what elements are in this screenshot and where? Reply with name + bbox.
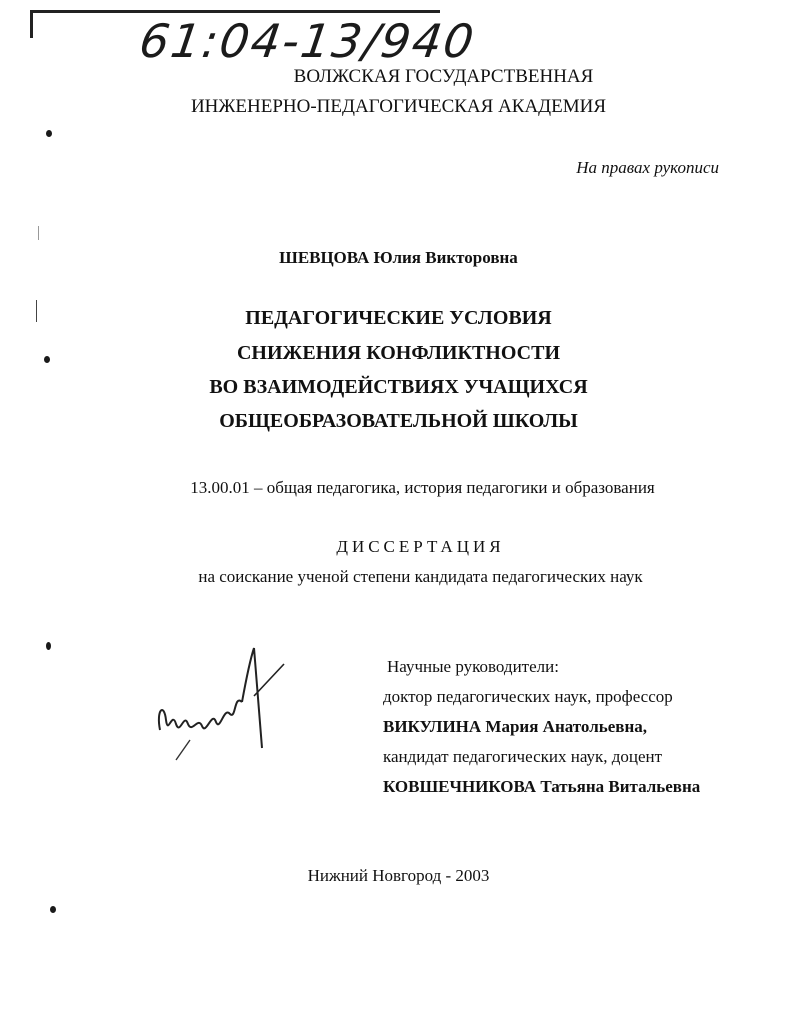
author-name [0,248,797,268]
document-type: ДИССЕРТАЦИЯ [336,537,505,556]
archive-number-handwritten: 61:04-13/940 [136,14,479,68]
institution-line-1: ВОЛЖСКАЯ ГОСУДАРСТВЕННАЯ [293,66,594,87]
title-line-2: СНИЖЕНИЯ КОНФЛИКТНОСТИ [236,342,561,364]
institution-line-2: ИНЖЕНЕРНО-ПЕДАГОГИЧЕСКАЯ АКАДЕМИЯ [190,96,607,117]
supervisor-2-title: кандидат педагогических наук, доцент [383,747,663,766]
scan-speck [46,642,51,650]
specialty-code: 13.00.01 – общая педагогика, история педагогики и образования [190,478,655,497]
scan-speck [46,130,52,137]
degree-sought: на соискание ученой степени кандидата педагогических наук [198,567,643,586]
manuscript-rights-note: На правах рукописи [576,158,719,177]
supervisor-1-name: ВИКУЛИНА Мария Анатольевна, [383,717,647,736]
scan-frame-top [30,10,440,13]
author-surname: ШЕВЦОВА [279,248,370,267]
title-line-3: ВО ВЗАИМОДЕЙСТВИЯХ УЧАЩИХСЯ [209,376,588,398]
supervisor-1-title: доктор педагогических наук, профессор [383,687,673,706]
author-signature [150,640,300,770]
title-line-4: ОБЩЕОБРАЗОВАТЕЛЬНОЙ ШКОЛЫ [219,410,578,432]
scan-mark [38,226,39,240]
place-and-year: Нижний Новгород - 2003 [307,866,490,885]
supervisors-heading: Научные руководители: [387,657,559,676]
title-line-1: ПЕДАГОГИЧЕСКИЕ УСЛОВИЯ [245,307,552,329]
author-given-names: Юлия Викторовна [373,248,518,267]
scan-speck [50,906,56,913]
scan-frame-left [30,10,33,38]
supervisor-2-name: КОВШЕЧНИКОВА Татьяна Витальевна [383,777,701,796]
